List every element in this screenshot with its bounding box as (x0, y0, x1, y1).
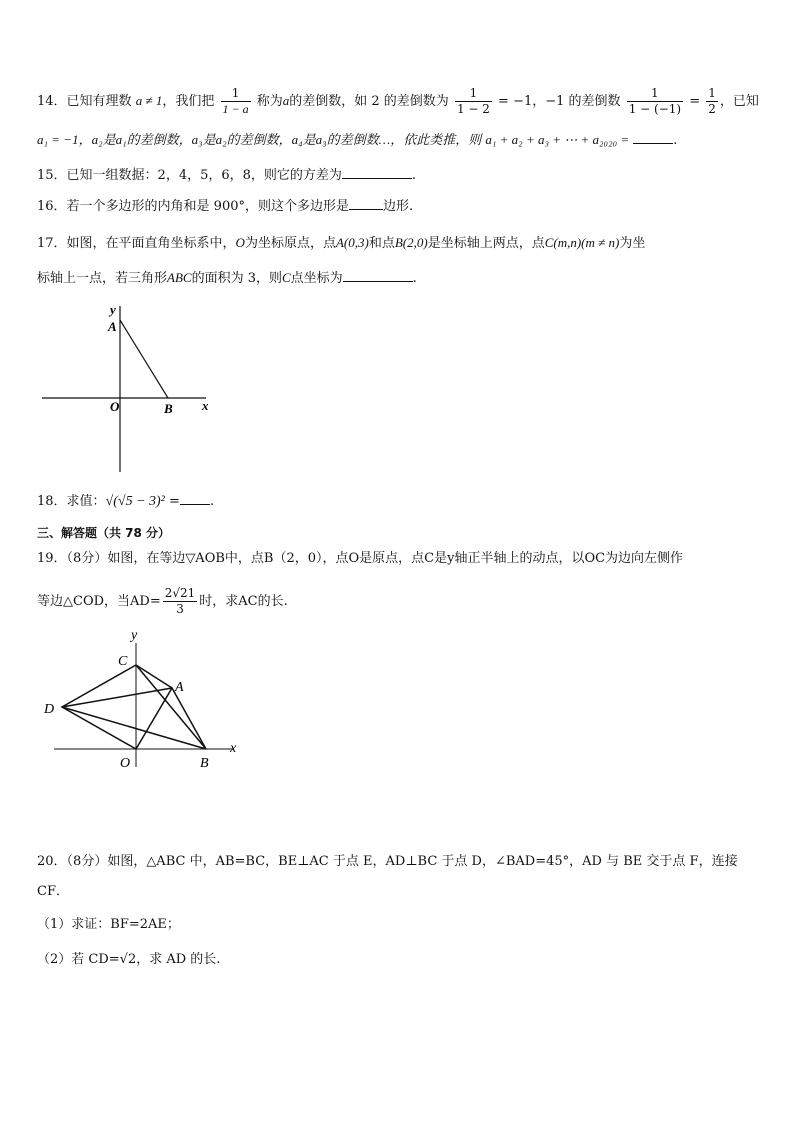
segment-ca (136, 665, 172, 688)
q14-fraction-example2 (627, 86, 683, 117)
label-o: O (110, 399, 120, 414)
q19-figure (38, 625, 248, 775)
q18-answer-blank[interactable] (180, 492, 210, 505)
q14-fraction-example1 (455, 86, 492, 117)
q17-point-a: A(0,3) (335, 235, 369, 250)
q17-period: . (412, 271, 417, 286)
q18-expression: √(√5 − 3)² (105, 494, 165, 509)
frac-den: 1 − a (222, 102, 249, 116)
q20-part1: （1）求证：BF=2AE； (37, 917, 180, 932)
q16-suffix: 边形. (383, 199, 414, 214)
q19-text-1: 等边△COD，当AD= (37, 594, 161, 609)
q15-text: 15．已知一组数据：2，4，5，6，8，则它的方差为 (37, 168, 342, 183)
q17-text-2: 为坐标原点，点 (244, 236, 336, 251)
q14-text-2: ，我们把 (162, 94, 215, 109)
q20-line1: 20．（8分）如图，△ABC 中，AB=BC，BE⊥AC 于点 E，AD⊥BC 于点 D，∠BAD=45°，AD 与 BE 交于点 F，连接 (37, 854, 738, 869)
q17-line2 (37, 268, 417, 289)
q17-point-b: B(2,0) (394, 235, 428, 250)
q14-fraction-half (706, 86, 718, 117)
frac-den: 2 (708, 102, 716, 116)
q20-part2-text-2: ，求 AD 的长. (136, 952, 221, 967)
segment-ab (120, 320, 168, 398)
q14-var-a: a (282, 93, 290, 108)
section-heading: 三、解答题（共 78 分） (37, 526, 171, 540)
triangle-cod (62, 665, 136, 749)
label-a: A (175, 680, 184, 695)
q17-text-3: 和点 (368, 236, 395, 251)
label-o: O (120, 756, 131, 771)
q15-period: . (411, 168, 417, 183)
frac-num: 1 (708, 86, 716, 100)
q19-line1: 19．（8分）如图，在等边▽AOB中，点B（2，0），点O是原点，点C是y轴正半轴上的动点，以OC为边向左侧作 (37, 551, 684, 566)
q20-part2 (37, 950, 220, 970)
q19-line2 (37, 586, 288, 617)
q17-text-1: 17．如图，在平面直角坐标系中， (37, 236, 236, 251)
q15-line (37, 166, 416, 186)
q15-answer-blank[interactable] (342, 166, 412, 179)
q14-period: . (673, 133, 678, 148)
segment-db (62, 707, 206, 749)
q14-fraction-definition (221, 86, 251, 117)
q17-point-c: C(m,n)(m ≠ n) (544, 235, 620, 250)
q14-condition: a ≠ 1 (135, 93, 163, 108)
q20-line2: CF． (37, 884, 69, 899)
frac-num: 1 (627, 86, 683, 102)
frac-num: 1 (221, 86, 251, 102)
q14-eq-example2: = (689, 94, 701, 109)
q14-sum-expression: a₁ + a₂ + a₃ + ⋯ + a₂₀₂₀ = (485, 132, 630, 147)
frac-den: 1 − (−1) (628, 102, 682, 116)
q18-period: . (209, 494, 215, 509)
q17-text-4: 是坐标轴上两点，点 (427, 236, 545, 251)
q17-figure (38, 298, 228, 478)
frac-den: 3 (176, 602, 184, 616)
q17-text-8: 点坐标为 (290, 271, 343, 286)
label-x: x (230, 741, 237, 756)
q17-text-7: 的面积为 3，则 (191, 271, 282, 286)
q14-text-5: ，−1 的差倒数 (532, 94, 621, 109)
q19-text-2: 时，求AC的长. (199, 594, 288, 609)
q17-line1 (37, 233, 645, 254)
label-a: A (108, 319, 117, 334)
q18-equals: = (169, 494, 180, 509)
label-x: x (202, 398, 209, 413)
triangle-aob (136, 688, 206, 749)
label-b: B (200, 756, 209, 771)
label-y: y (131, 628, 138, 643)
q17-origin: O (235, 235, 245, 250)
label-b: B (164, 401, 173, 416)
segment-cb (136, 665, 206, 749)
q14-text-4: 的差倒数，如 2 的差倒数为 (289, 94, 449, 109)
q17-triangle: ABC (167, 270, 192, 285)
q14-text-6: ，已知 (719, 94, 759, 109)
q16-line (37, 197, 413, 217)
frac-den: 1 − 2 (456, 102, 490, 116)
q18-text: 18．求值： (37, 494, 106, 509)
q14-number: 14． (37, 94, 67, 109)
q17-text-5: 为坐 (619, 236, 646, 251)
frac-num: 2√21 (164, 586, 196, 600)
label-c: C (118, 654, 128, 669)
q20-part2-text-1: （2）若 CD= (37, 952, 120, 967)
q17-answer-blank[interactable] (343, 269, 413, 282)
q14-text-3: 称为 (256, 94, 283, 109)
q16-answer-blank[interactable] (349, 197, 383, 210)
q20-part2-value: √2 (119, 952, 137, 967)
q17-text-6: 标轴上一点，若三角形 (37, 271, 168, 286)
q16-text: 16．若一个多边形的内角和是 900°，则这个多边形是 (37, 199, 349, 214)
q14-eq-example1: = −1 (498, 94, 533, 109)
q19-fraction (163, 586, 198, 617)
q14-line1 (37, 86, 759, 117)
q18-line (37, 492, 214, 512)
q17-point-c2: C (281, 270, 291, 285)
q14-line2 (37, 130, 677, 151)
q14-answer-blank[interactable] (633, 131, 673, 144)
q14-text-1: 已知有理数 (66, 94, 132, 109)
frac-num: 1 (455, 86, 492, 102)
label-y: y (110, 302, 116, 317)
label-d: D (44, 702, 55, 717)
q14-sequence-text: a₁ = −1，a₂是a₁的差倒数，a₃是a₂的差倒数，a₄是a₃的差倒数…，依此类推，则 (37, 132, 482, 147)
